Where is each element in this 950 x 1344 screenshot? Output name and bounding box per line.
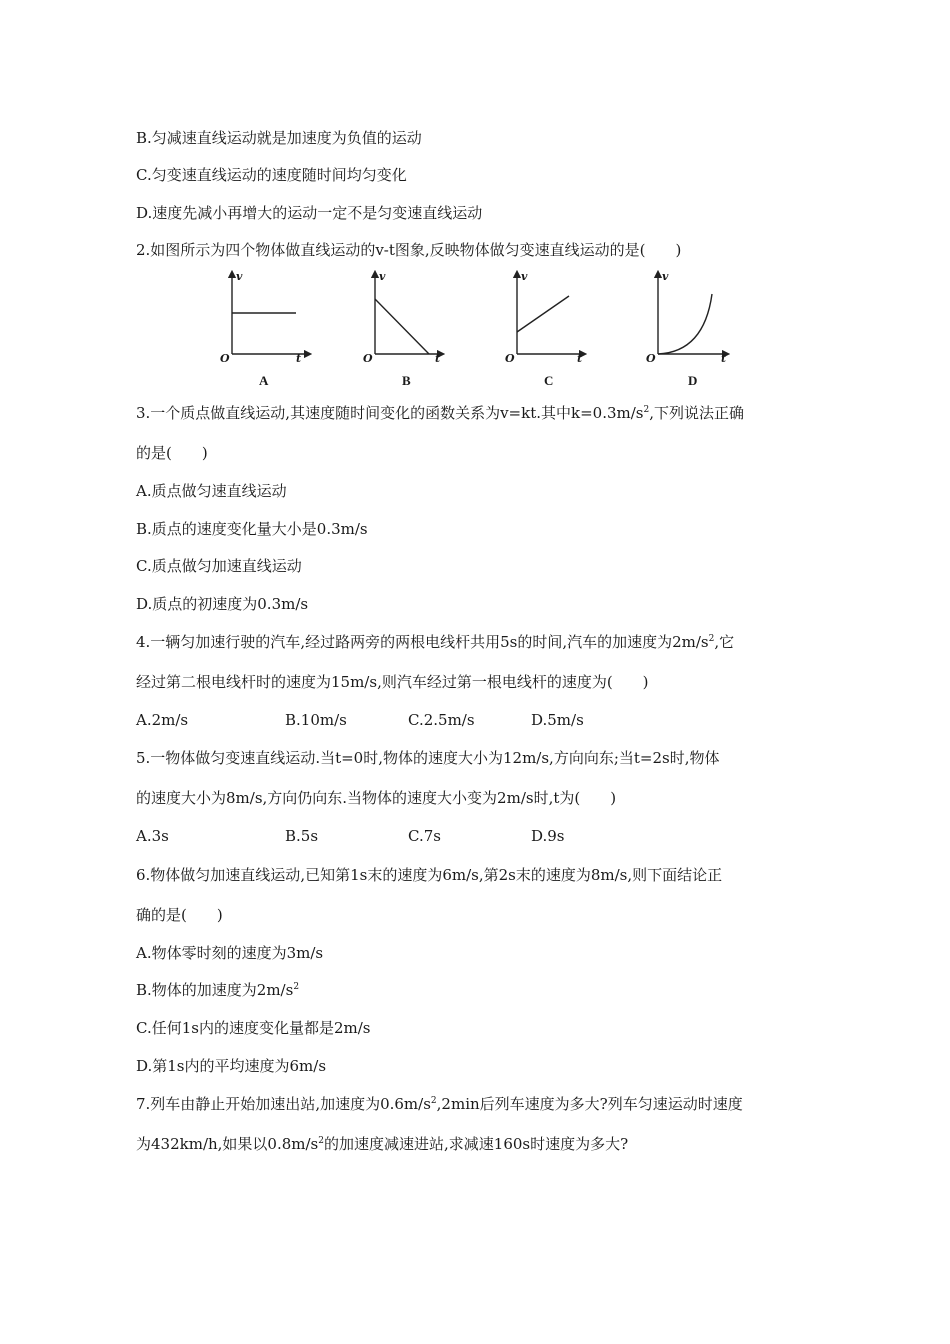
vt-graph-d-svg bbox=[644, 268, 754, 388]
q5-option-a: A.3s bbox=[136, 827, 169, 845]
origin-label: O bbox=[220, 352, 230, 365]
q5-option-c: C.7s bbox=[408, 827, 441, 845]
q1-option-d: D.速度先减小再增大的运动一定不是匀变速直线运动 bbox=[136, 204, 483, 222]
q5-option-d: D.9s bbox=[531, 827, 565, 845]
t-axis-label: t bbox=[577, 352, 583, 365]
q4-option-d: D.5m/s bbox=[531, 711, 584, 729]
vt-graph-b-svg bbox=[361, 268, 471, 388]
v-axis-label: v bbox=[662, 270, 669, 283]
vt-graph-c-svg bbox=[503, 268, 613, 388]
graph-a-label: A bbox=[259, 373, 269, 388]
q1-option-b: B.匀减速直线运动就是加速度为负值的运动 bbox=[136, 129, 422, 147]
vt-graph-d bbox=[644, 268, 754, 388]
graph-c-line bbox=[517, 296, 569, 332]
t-axis-label: t bbox=[435, 352, 441, 365]
q4-option-a: A.2m/s bbox=[136, 711, 189, 729]
origin-label: O bbox=[363, 352, 373, 365]
q5-stem-line2: 的速度大小为8m/s,方向仍向东.当物体的速度大小变为2m/s时,t为( ) bbox=[136, 789, 617, 807]
vt-graph-a bbox=[218, 268, 328, 388]
v-axis-label: v bbox=[379, 270, 386, 283]
q5-stem-line1: 5.一物体做匀变速直线运动.当t=0时,物体的速度大小为12m/s,方向向东;当t=2s时,物体 bbox=[136, 749, 720, 767]
q6-option-a: A.物体零时刻的速度为3m/s bbox=[136, 944, 324, 962]
graph-c-label: C bbox=[544, 373, 554, 388]
vt-graph-a-svg bbox=[218, 268, 328, 388]
q6-option-d: D.第1s内的平均速度为6m/s bbox=[136, 1057, 327, 1075]
origin-label: O bbox=[646, 352, 656, 365]
v-axis-label: v bbox=[236, 270, 243, 283]
q6-option-b: B.物体的加速度为$2m/s^2$ bbox=[136, 981, 300, 999]
q1-option-c: C.匀变速直线运动的速度随时间均匀变化 bbox=[136, 166, 407, 184]
q4-stem-line1: 4.一辆匀加速行驶的汽车,经过路两旁的两根电线杆共用5s的时间,汽车的加速度为$2m/s^2$,它 bbox=[136, 633, 735, 651]
q3-option-c: C.质点做匀加速直线运动 bbox=[136, 557, 302, 575]
graph-b-line bbox=[375, 299, 429, 354]
q2-stem: 2.如图所示为四个物体做直线运动的v-t图象,反映物体做匀变速直线运动的是( ) bbox=[136, 241, 682, 259]
vt-graph-b bbox=[361, 268, 471, 388]
q7-stem-line2: 为432km/h,如果以$0.8m/s^2$的加速度减速进站,求减速160s时速度为多大? bbox=[136, 1135, 629, 1153]
t-axis-label: t bbox=[296, 352, 302, 365]
graph-d-curve bbox=[658, 294, 712, 354]
q6-stem-line1: 6.物体做匀加速直线运动,已知第1s末的速度为6m/s,第2s末的速度为8m/s,则下面结论正 bbox=[136, 866, 723, 884]
q3-option-b: B.质点的速度变化量大小是0.3m/s bbox=[136, 520, 368, 538]
t-axis-label: t bbox=[721, 352, 727, 365]
q4-option-c: C.2.5m/s bbox=[408, 711, 475, 729]
v-axis-label: v bbox=[521, 270, 528, 283]
q3-stem-line2: 的是( ) bbox=[136, 444, 208, 462]
vt-graph-c bbox=[503, 268, 613, 388]
q6-option-c: C.任何1s内的速度变化量都是2m/s bbox=[136, 1019, 371, 1037]
q3-stem-line1: 3.一个质点做直线运动,其速度随时间变化的函数关系为v=kt.其中$k=0.3m/s^2$,下列说法正确 bbox=[136, 404, 745, 422]
q4-stem-line2: 经过第二根电线杆时的速度为15m/s,则汽车经过第一根电线杆的速度为( ) bbox=[136, 673, 649, 691]
q3-option-d: D.质点的初速度为0.3m/s bbox=[136, 595, 309, 613]
graph-d-label: D bbox=[688, 373, 698, 388]
q4-option-b: B.10m/s bbox=[285, 711, 347, 729]
q3-option-a: A.质点做匀速直线运动 bbox=[136, 482, 287, 500]
graph-b-label: B bbox=[402, 373, 411, 388]
q6-stem-line2: 确的是( ) bbox=[136, 906, 223, 924]
q5-option-b: B.5s bbox=[285, 827, 319, 845]
origin-label: O bbox=[505, 352, 515, 365]
q7-stem-line1: 7.列车由静止开始加速出站,加速度为$0.6m/s^2,2\min$后列车速度为多大?列车匀速运动时速度 bbox=[136, 1095, 743, 1113]
